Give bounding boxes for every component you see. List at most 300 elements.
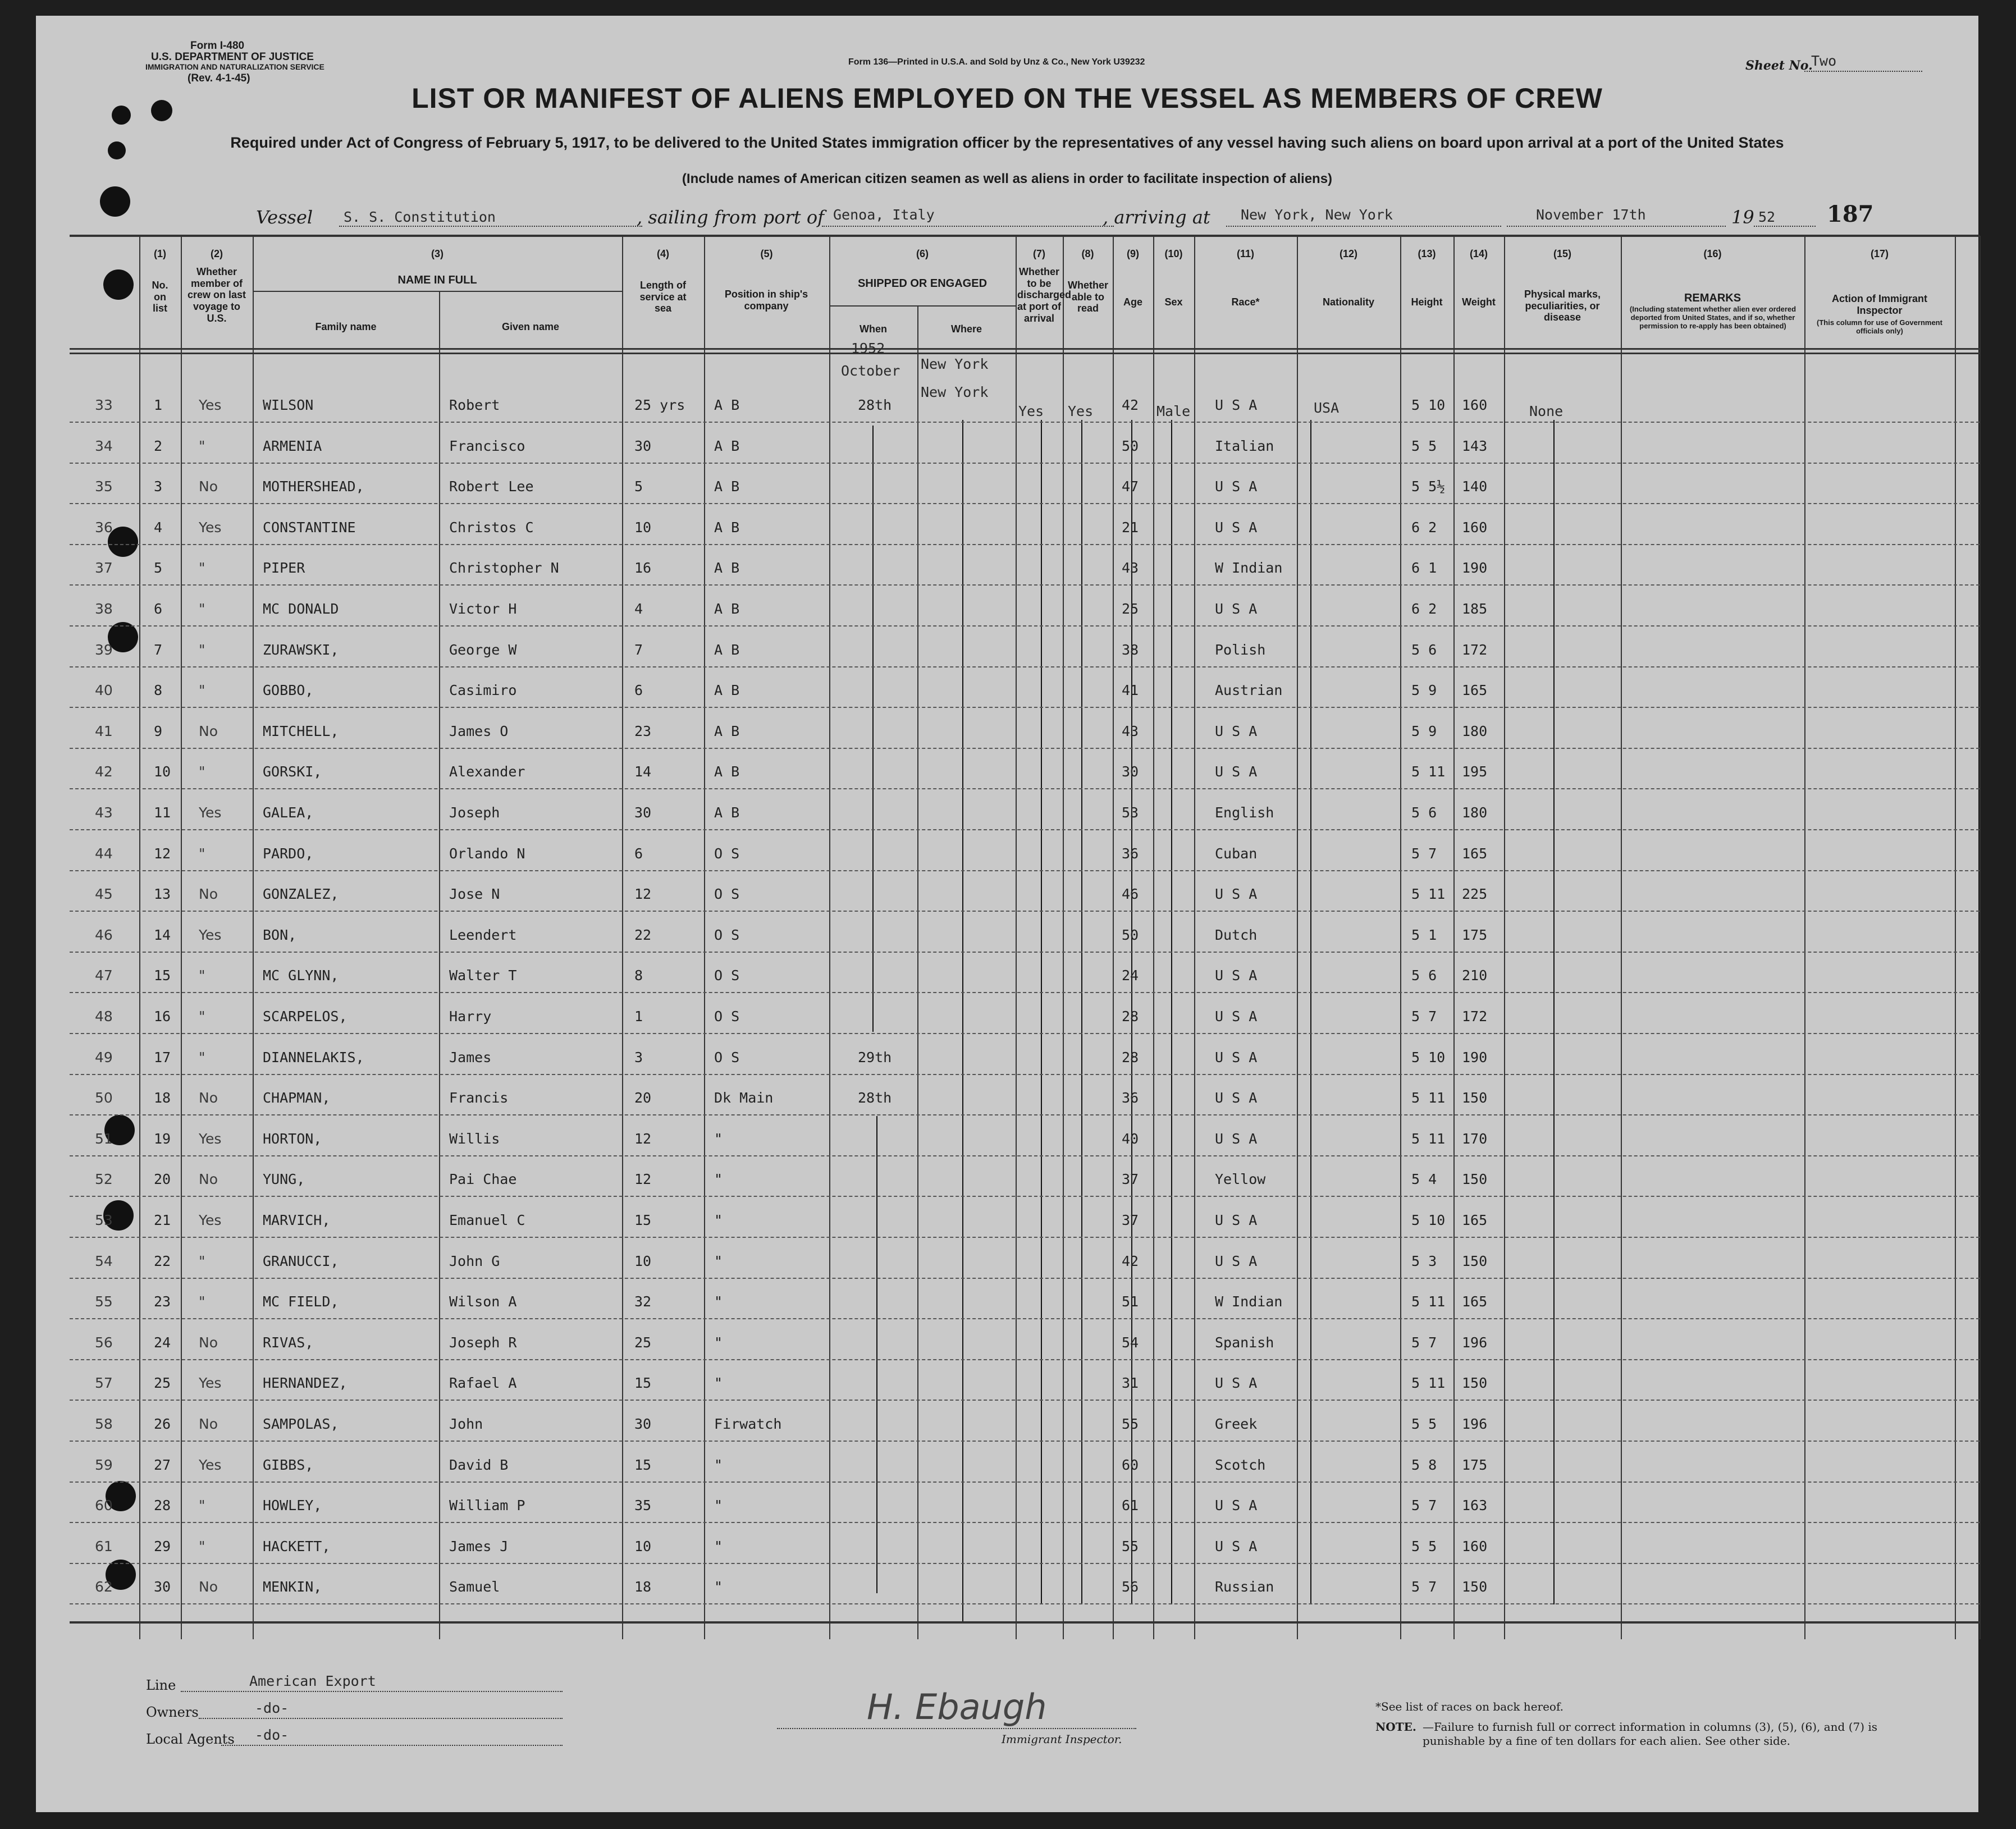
row-height: 5 7: [1411, 1497, 1437, 1514]
row-position: ": [714, 1252, 723, 1269]
row-height: 5 6: [1411, 967, 1437, 984]
row-height: 5 9: [1411, 682, 1437, 699]
col1-header: No. on list: [152, 280, 168, 314]
vessel-name: S. S. Constitution: [344, 209, 496, 225]
row-rule: [70, 788, 1980, 789]
col17-header: Action of Immigrant Inspector: [1832, 293, 1927, 316]
row-last-voyage: ": [199, 601, 205, 617]
row-last-voyage: ": [199, 1497, 205, 1514]
row-service-length: 30: [634, 1416, 652, 1432]
row-weight: 175: [1462, 1456, 1488, 1473]
row-last-voyage: No: [199, 1416, 218, 1432]
row-last-voyage: ": [199, 1293, 205, 1310]
row-service-length: 22: [634, 926, 652, 943]
row-height: 5 11: [1411, 1090, 1446, 1106]
row-given-name: Willis: [449, 1130, 500, 1147]
col8-num: (8): [1081, 248, 1094, 259]
row-list-no: 18: [154, 1090, 171, 1106]
row-serial: 55: [95, 1293, 113, 1310]
col12-num: (12): [1339, 248, 1357, 259]
arrival-date: November 17th: [1536, 207, 1646, 223]
row-height: 5 11: [1411, 763, 1446, 780]
row-last-voyage: ": [199, 1008, 205, 1025]
row-height: 5 5: [1411, 1416, 1437, 1432]
row-weight: 180: [1462, 804, 1488, 821]
row-position: ": [714, 1212, 723, 1228]
row-given-name: George W: [449, 641, 517, 658]
row-serial: 40: [95, 682, 113, 699]
shipped-where-1: New York: [921, 356, 989, 372]
row-family-name: MITCHELL,: [263, 723, 339, 739]
row-given-name: Alexander: [449, 763, 525, 780]
row-given-name: Samuel: [449, 1579, 500, 1595]
row-list-no: 10: [154, 763, 171, 780]
row-shipped-when: 28th: [858, 1090, 892, 1106]
col17-num: (17): [1870, 248, 1889, 259]
row-rule: [70, 1400, 1980, 1401]
col6-when: When: [860, 323, 887, 335]
row-list-no: 20: [154, 1171, 171, 1188]
col14-header: Weight: [1462, 296, 1496, 308]
row-given-name: John G: [449, 1252, 500, 1269]
row-weight: 150: [1462, 1579, 1488, 1595]
col4-header: Length of service at sea: [639, 280, 687, 314]
row-last-voyage: Yes: [199, 926, 222, 943]
port-of-departure: Genoa, Italy: [833, 207, 935, 223]
row-service-length: 10: [634, 1538, 652, 1554]
row-serial: 44: [95, 845, 113, 862]
row-last-voyage: ": [199, 763, 205, 780]
row-list-no: 14: [154, 926, 171, 943]
row-family-name: SCARPELOS,: [263, 1008, 348, 1025]
row-serial: 62: [95, 1579, 113, 1595]
row-weight: 160: [1462, 519, 1488, 536]
vessel-label: Vessel: [256, 207, 313, 228]
row-rule: [70, 584, 1980, 586]
row-age: 50: [1122, 926, 1139, 943]
row-height: 5 7: [1411, 1008, 1437, 1025]
row-last-voyage: No: [199, 1334, 218, 1351]
row-age: 42: [1122, 1252, 1139, 1269]
row-race: U S A: [1215, 967, 1258, 984]
row-service-length: 14: [634, 763, 652, 780]
row-given-name: Jose N: [449, 886, 500, 903]
row-height: 5 1: [1411, 926, 1437, 943]
row-weight: 172: [1462, 641, 1488, 658]
row-height: 6 1: [1411, 560, 1437, 577]
revision: (Rev. 4-1-45): [188, 72, 250, 84]
row-weight: 150: [1462, 1171, 1488, 1188]
row-serial: 36: [95, 519, 113, 536]
row-rule: [70, 625, 1980, 627]
row-family-name: GIBBS,: [263, 1456, 314, 1473]
row-family-name: MC FIELD,: [263, 1293, 339, 1310]
row-height: 5 11: [1411, 1293, 1446, 1310]
row-race: Austrian: [1215, 682, 1283, 699]
row-age: 43: [1122, 723, 1139, 739]
row-age: 40: [1122, 1130, 1139, 1147]
row-weight: 150: [1462, 1375, 1488, 1392]
col16-header: REMARKS: [1684, 292, 1741, 304]
row-serial: 59: [95, 1456, 113, 1473]
row-position: O S: [714, 1008, 740, 1025]
row-given-name: Rafael A: [449, 1375, 517, 1392]
row-list-no: 5: [154, 560, 163, 577]
row-weight: 195: [1462, 763, 1488, 780]
row-height: 5 7: [1411, 1334, 1437, 1351]
row-given-name: Joseph R: [449, 1334, 517, 1351]
row-family-name: GONZALEZ,: [263, 886, 339, 903]
row-age: 28: [1122, 1049, 1139, 1066]
row-given-name: Walter T: [449, 967, 517, 984]
row-race: Yellow: [1215, 1171, 1266, 1188]
agents-label: Local Agents: [146, 1731, 235, 1747]
row-height: 6 2: [1411, 519, 1437, 536]
row-service-length: 25: [634, 1334, 652, 1351]
row-list-no: 26: [154, 1416, 171, 1432]
owners-label: Owners: [146, 1704, 199, 1720]
row-list-no: 12: [154, 845, 171, 862]
row-service-length: 6: [634, 682, 643, 699]
row-service-length: 20: [634, 1090, 652, 1106]
row-weight: 225: [1462, 886, 1488, 903]
row-serial: 53: [95, 1212, 113, 1228]
row-weight: 165: [1462, 1212, 1488, 1228]
row-serial: 47: [95, 967, 113, 984]
row-rule: [70, 1563, 1980, 1564]
row-family-name: CHAPMAN,: [263, 1090, 331, 1106]
row-position: ": [714, 1130, 723, 1147]
row-race: U S A: [1215, 519, 1258, 536]
row-last-voyage: No: [199, 1579, 218, 1595]
row-race: U S A: [1215, 763, 1258, 780]
row-list-no: 4: [154, 519, 163, 536]
row-rule: [70, 1359, 1980, 1360]
row-weight: 160: [1462, 397, 1488, 413]
row-serial: 33: [95, 397, 113, 413]
row-weight: 185: [1462, 601, 1488, 617]
row-height: 5 6: [1411, 804, 1437, 821]
row-list-no: 6: [154, 601, 163, 617]
row-last-voyage: Yes: [199, 1130, 222, 1147]
row-serial: 46: [95, 926, 113, 943]
row-rule: [70, 503, 1980, 504]
row-height: 5 8: [1411, 1456, 1437, 1473]
row-last-voyage: ": [199, 845, 205, 862]
row-weight: 140: [1462, 478, 1488, 495]
row-rule: [70, 544, 1980, 545]
row-serial: 38: [95, 601, 113, 617]
row-service-length: 12: [634, 886, 652, 903]
row-weight: 196: [1462, 1334, 1488, 1351]
row-position: A B: [714, 804, 740, 821]
row-serial: 41: [95, 723, 113, 739]
row-service-length: 30: [634, 804, 652, 821]
row-age: 43: [1122, 560, 1139, 577]
row-list-no: 29: [154, 1538, 171, 1554]
row-list-no: 19: [154, 1130, 171, 1147]
row-height: 5 5½: [1411, 478, 1446, 495]
row-race: U S A: [1215, 1008, 1258, 1025]
row-weight: 165: [1462, 682, 1488, 699]
row-service-length: 23: [634, 723, 652, 739]
row-service-length: 15: [634, 1212, 652, 1228]
row-given-name: Robert: [449, 397, 500, 413]
row-last-voyage: Yes: [199, 1375, 222, 1392]
row-rule: [70, 1441, 1980, 1442]
row-weight: 190: [1462, 560, 1488, 577]
row-age: 42: [1122, 397, 1139, 413]
row-position: O S: [714, 926, 740, 943]
row-height: 5 3: [1411, 1252, 1437, 1269]
row-rule: [70, 1603, 1980, 1604]
row-height: 5 11: [1411, 1375, 1446, 1392]
col3-given: Given name: [501, 321, 560, 332]
row-last-voyage: Yes: [199, 519, 222, 536]
row-position: ": [714, 1334, 723, 1351]
row1-marks: None: [1529, 403, 1564, 419]
row-race: U S A: [1215, 397, 1258, 413]
row-service-length: 35: [634, 1497, 652, 1514]
col14-num: (14): [1469, 248, 1488, 259]
row-given-name: Francisco: [449, 437, 525, 454]
row-weight: 175: [1462, 926, 1488, 943]
row-family-name: PARDO,: [263, 845, 314, 862]
row-position: O S: [714, 967, 740, 984]
row-family-name: MC GLYNN,: [263, 967, 339, 984]
row-position: A B: [714, 723, 740, 739]
row-service-length: 10: [634, 1252, 652, 1269]
row-service-length: 16: [634, 560, 652, 577]
row-shipped-when: 29th: [858, 1049, 892, 1066]
row-family-name: GORSKI,: [263, 763, 322, 780]
row-service-length: 1: [634, 1008, 643, 1025]
line-label: Line: [146, 1677, 176, 1693]
row-family-name: SAMPOLAS,: [263, 1416, 339, 1432]
row-service-length: 6: [634, 845, 643, 862]
year-prefix: 19: [1731, 207, 1754, 228]
row-height: 6 2: [1411, 601, 1437, 617]
row-given-name: David B: [449, 1456, 509, 1473]
row-position: A B: [714, 560, 740, 577]
row-position: O S: [714, 886, 740, 903]
row-serial: 42: [95, 763, 113, 780]
row-race: Dutch: [1215, 926, 1258, 943]
row-rule: [70, 707, 1980, 708]
row-position: A B: [714, 519, 740, 536]
row-list-no: 15: [154, 967, 171, 984]
row-list-no: 30: [154, 1579, 171, 1595]
row-family-name: RIVAS,: [263, 1334, 314, 1351]
row-position: A B: [714, 763, 740, 780]
row-serial: 51: [95, 1130, 113, 1147]
row1-read: Yes: [1068, 403, 1094, 419]
line-value: American Export: [249, 1673, 376, 1689]
col9-header: Age: [1123, 296, 1142, 308]
row-family-name: CONSTANTINE: [263, 519, 356, 536]
row-age: 36: [1122, 1090, 1139, 1106]
row-last-voyage: No: [199, 886, 218, 903]
row-service-length: 12: [634, 1171, 652, 1188]
row-race: Cuban: [1215, 845, 1258, 862]
row-family-name: HORTON,: [263, 1130, 322, 1147]
row-height: 5 9: [1411, 723, 1437, 739]
row-age: 46: [1122, 886, 1139, 903]
note-text: —Failure to furnish full or correct information in columns (3), (5), (6), and (7) is punishable by a fine of ten dollars for each alien. See other side.: [1423, 1720, 1878, 1748]
row-position: ": [714, 1579, 723, 1595]
row-list-no: 22: [154, 1252, 171, 1269]
manifest-sheet: [36, 16, 1978, 1812]
row-race: Greek: [1215, 1416, 1258, 1432]
row-weight: 172: [1462, 1008, 1488, 1025]
punch-hole: [108, 141, 126, 159]
row-height: 5 10: [1411, 1212, 1446, 1228]
row-serial: 43: [95, 804, 113, 821]
row-age: 55: [1122, 1538, 1139, 1554]
row-race: U S A: [1215, 1497, 1258, 1514]
row-family-name: PIPER: [263, 560, 305, 577]
row-family-name: ARMENIA: [263, 437, 322, 454]
row-rule: [70, 1278, 1980, 1279]
row-list-no: 28: [154, 1497, 171, 1514]
col3-family: Family name: [315, 321, 377, 332]
row-family-name: GALEA,: [263, 804, 314, 821]
row-last-voyage: Yes: [199, 804, 222, 821]
col11-num: (11): [1236, 248, 1255, 259]
row-last-voyage: ": [199, 1252, 205, 1269]
row-service-length: 25 yrs: [634, 397, 685, 413]
row-height: 5 11: [1411, 1130, 1446, 1147]
row-last-voyage: No: [199, 1171, 218, 1188]
sheet-label: Sheet No.: [1745, 58, 1813, 73]
page-number: 187: [1827, 201, 1874, 227]
row-age: 28: [1122, 1008, 1139, 1025]
row-age: 36: [1122, 845, 1139, 862]
row-given-name: Victor H: [449, 601, 517, 617]
shipped-month: October: [841, 363, 900, 379]
row-list-no: 17: [154, 1049, 171, 1066]
punch-hole: [103, 269, 134, 300]
row-serial: 56: [95, 1334, 113, 1351]
row-weight: 163: [1462, 1497, 1488, 1514]
row-serial: 37: [95, 560, 113, 577]
row-last-voyage: ": [199, 437, 205, 454]
row-age: 25: [1122, 601, 1139, 617]
row-family-name: MOTHERSHEAD,: [263, 478, 364, 495]
row-age: 56: [1122, 1579, 1139, 1595]
col12-header: Nationality: [1322, 296, 1374, 308]
row-given-name: William P: [449, 1497, 525, 1514]
row-given-name: Joseph: [449, 804, 500, 821]
row-family-name: WILSON: [263, 397, 314, 413]
sailing-label: , sailing from port of: [637, 207, 824, 228]
row-race: U S A: [1215, 723, 1258, 739]
row-race: Scotch: [1215, 1456, 1266, 1473]
row-list-no: 2: [154, 437, 163, 454]
row-list-no: 25: [154, 1375, 171, 1392]
row1-discharged: Yes: [1018, 403, 1044, 419]
row-weight: 150: [1462, 1090, 1488, 1106]
col1-num: (1): [154, 248, 166, 259]
row-age: 53: [1122, 804, 1139, 821]
col2-num: (2): [211, 248, 223, 259]
row-weight: 196: [1462, 1416, 1488, 1432]
row-age: 51: [1122, 1293, 1139, 1310]
row-weight: 143: [1462, 437, 1488, 454]
col16-detail: (Including statement whether alien ever ordered deported from United States, and if so, whether permission to re-apply has been obtained): [1629, 305, 1796, 330]
row-given-name: John: [449, 1416, 483, 1432]
note-line: (Include names of American citizen seamen as well as aliens in order to facilitate inspection of aliens): [682, 171, 1333, 186]
row-last-voyage: ": [199, 641, 205, 658]
row-weight: 165: [1462, 1293, 1488, 1310]
row1-nationality: USA: [1314, 400, 1340, 416]
row-serial: 50: [95, 1090, 113, 1106]
row-serial: 57: [95, 1375, 113, 1392]
row-age: 55: [1122, 1416, 1139, 1432]
row-rule: [70, 1033, 1980, 1034]
row-height: 5 5: [1411, 437, 1437, 454]
col5-num: (5): [760, 248, 773, 259]
row-given-name: Casimiro: [449, 682, 517, 699]
row-race: U S A: [1215, 1212, 1258, 1228]
row-list-no: 13: [154, 886, 171, 903]
row-position: ": [714, 1456, 723, 1473]
row-race: U S A: [1215, 478, 1258, 495]
row-serial: 39: [95, 641, 113, 658]
row-rule: [70, 666, 1980, 667]
row-list-no: 27: [154, 1456, 171, 1473]
row-age: 37: [1122, 1212, 1139, 1228]
col7-num: (7): [1033, 248, 1045, 259]
service: IMMIGRATION AND NATURALIZATION SERVICE: [145, 62, 324, 71]
row-given-name: Christopher N: [449, 560, 559, 577]
row-family-name: HERNANDEZ,: [263, 1375, 348, 1392]
row-age: 54: [1122, 1334, 1139, 1351]
row-weight: 190: [1462, 1049, 1488, 1066]
printer-line: Form 136—Printed in U.S.A. and Sold by Unz & Co., New York U39232: [848, 57, 1145, 67]
port-of-arrival: New York, New York: [1241, 207, 1393, 223]
sheet-number: Two: [1811, 53, 1837, 69]
row-rule: [70, 870, 1980, 871]
row-position: A B: [714, 397, 740, 413]
row-weight: 180: [1462, 723, 1488, 739]
row-list-no: 21: [154, 1212, 171, 1228]
row-last-voyage: ": [199, 682, 205, 699]
col5-header: Position in ship's company: [724, 289, 808, 312]
row-list-no: 16: [154, 1008, 171, 1025]
row-last-voyage: No: [199, 723, 218, 739]
form-number: Form I-480: [190, 40, 245, 52]
row-race: Polish: [1215, 641, 1266, 658]
row-race: Spanish: [1215, 1334, 1274, 1351]
subtitle: Required under Act of Congress of February 5, 1917, to be delivered to the United States immigration officer by the representatives of any vessel having such aliens on board upon arrival at a port of the United States: [230, 134, 1784, 151]
row-race: U S A: [1215, 1252, 1258, 1269]
row-race: U S A: [1215, 1049, 1258, 1066]
row-list-no: 11: [154, 804, 171, 821]
row-family-name: BON,: [263, 926, 297, 943]
row-given-name: Emanuel C: [449, 1212, 525, 1228]
owners-value: -do-: [255, 1700, 289, 1716]
row-height: 5 6: [1411, 641, 1437, 658]
row-service-length: 30: [634, 437, 652, 454]
row-rule: [70, 748, 1980, 749]
row-given-name: James: [449, 1049, 492, 1066]
col3-num: (3): [431, 248, 444, 259]
row-last-voyage: ": [199, 967, 205, 984]
col3-header: NAME IN FULL: [397, 274, 477, 286]
punch-hole: [100, 186, 130, 217]
row-race: Italian: [1215, 437, 1274, 454]
